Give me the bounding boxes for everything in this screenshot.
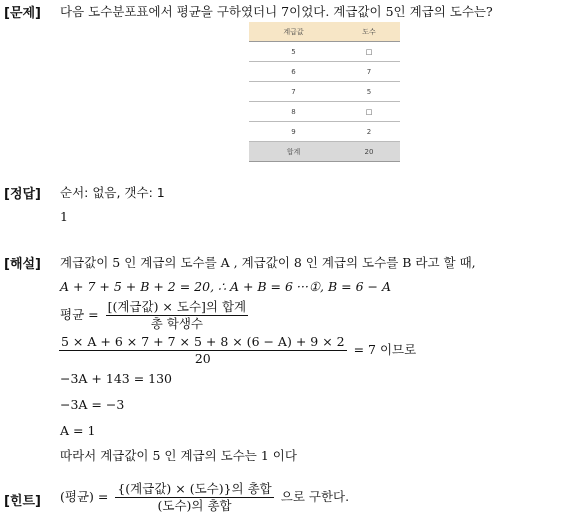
hint-formula (60, 482, 349, 513)
table-cell: 5 (249, 42, 338, 62)
problem-text: 다음 도수분포표에서 평균을 구하였더니 7이었다. 계급값이 5인 계급의 도수는? (60, 4, 493, 19)
solution-step-2: −3A = −3 (60, 397, 125, 412)
hint-denominator: (도수)의 총합 (157, 498, 232, 513)
equation-denominator: 20 (194, 351, 211, 366)
table-cell: □ (338, 102, 400, 122)
hint-tag: [힌트] (4, 494, 41, 509)
table-cell: 5 (338, 82, 400, 102)
table-cell: 7 (249, 82, 338, 102)
table-cell: 9 (249, 122, 338, 142)
solution-line-2: A + 7 + 5 + B + 2 = 20, ∴ A + B = 6 ···①, B = 6 − A (60, 279, 392, 294)
mean-denominator: 총 학생수 (150, 316, 203, 331)
mean-numerator: [(계급값) × 도수]의 합계 (107, 299, 247, 314)
answer-line-2: 1 (60, 209, 68, 224)
equation-numerator: 5 × A + 6 × 7 + 7 × 5 + 8 × (6 − A) + 9 × 2 (61, 334, 345, 349)
table-header-frequency: 도수 (338, 22, 400, 42)
table-cell: 20 (338, 142, 400, 162)
answer-line-1: 순서: 없음, 갯수: 1 (60, 185, 165, 200)
answer-tag: [정답] (4, 187, 41, 202)
hint-tail: 으로 구한다. (280, 489, 350, 504)
solution-step-1: −3A + 143 = 130 (60, 371, 173, 386)
mean-formula (60, 300, 251, 331)
solution-tag: [해설] (4, 257, 41, 272)
equation-fraction (59, 335, 347, 366)
table-total-row (249, 142, 400, 162)
hint-numerator: {(계급값) × (도수)}의 총합 (117, 481, 272, 496)
mean-label: 평균 = (60, 307, 99, 322)
table-cell: □ (338, 42, 400, 62)
hint-lhs: (평균) = (60, 489, 109, 504)
solution-step-3: A = 1 (60, 423, 96, 438)
hint-fraction (115, 482, 273, 513)
table-row (249, 122, 400, 142)
mean-fraction (106, 300, 249, 331)
table-cell: 합계 (249, 142, 338, 162)
solution-line-1: 계급값이 5 인 계급의 도수를 A , 계급값이 8 인 계급의 도수를 B 라고 할 때, (60, 255, 476, 270)
problem-tag: [문제] (4, 6, 41, 21)
table-row (249, 102, 400, 122)
frequency-table (249, 22, 400, 162)
table-row (249, 62, 400, 82)
table-cell: 7 (338, 62, 400, 82)
table-cell: 2 (338, 122, 400, 142)
table-row (249, 42, 400, 62)
table-header-class-value: 계급값 (249, 22, 338, 42)
solution-conclusion: 따라서 계급값이 5 인 계급의 도수는 1 이다 (60, 448, 297, 463)
equation-tail: = 7 이므로 (353, 342, 417, 357)
table-cell: 6 (249, 62, 338, 82)
table-row (249, 82, 400, 102)
table-cell: 8 (249, 102, 338, 122)
mean-equation (56, 335, 416, 366)
